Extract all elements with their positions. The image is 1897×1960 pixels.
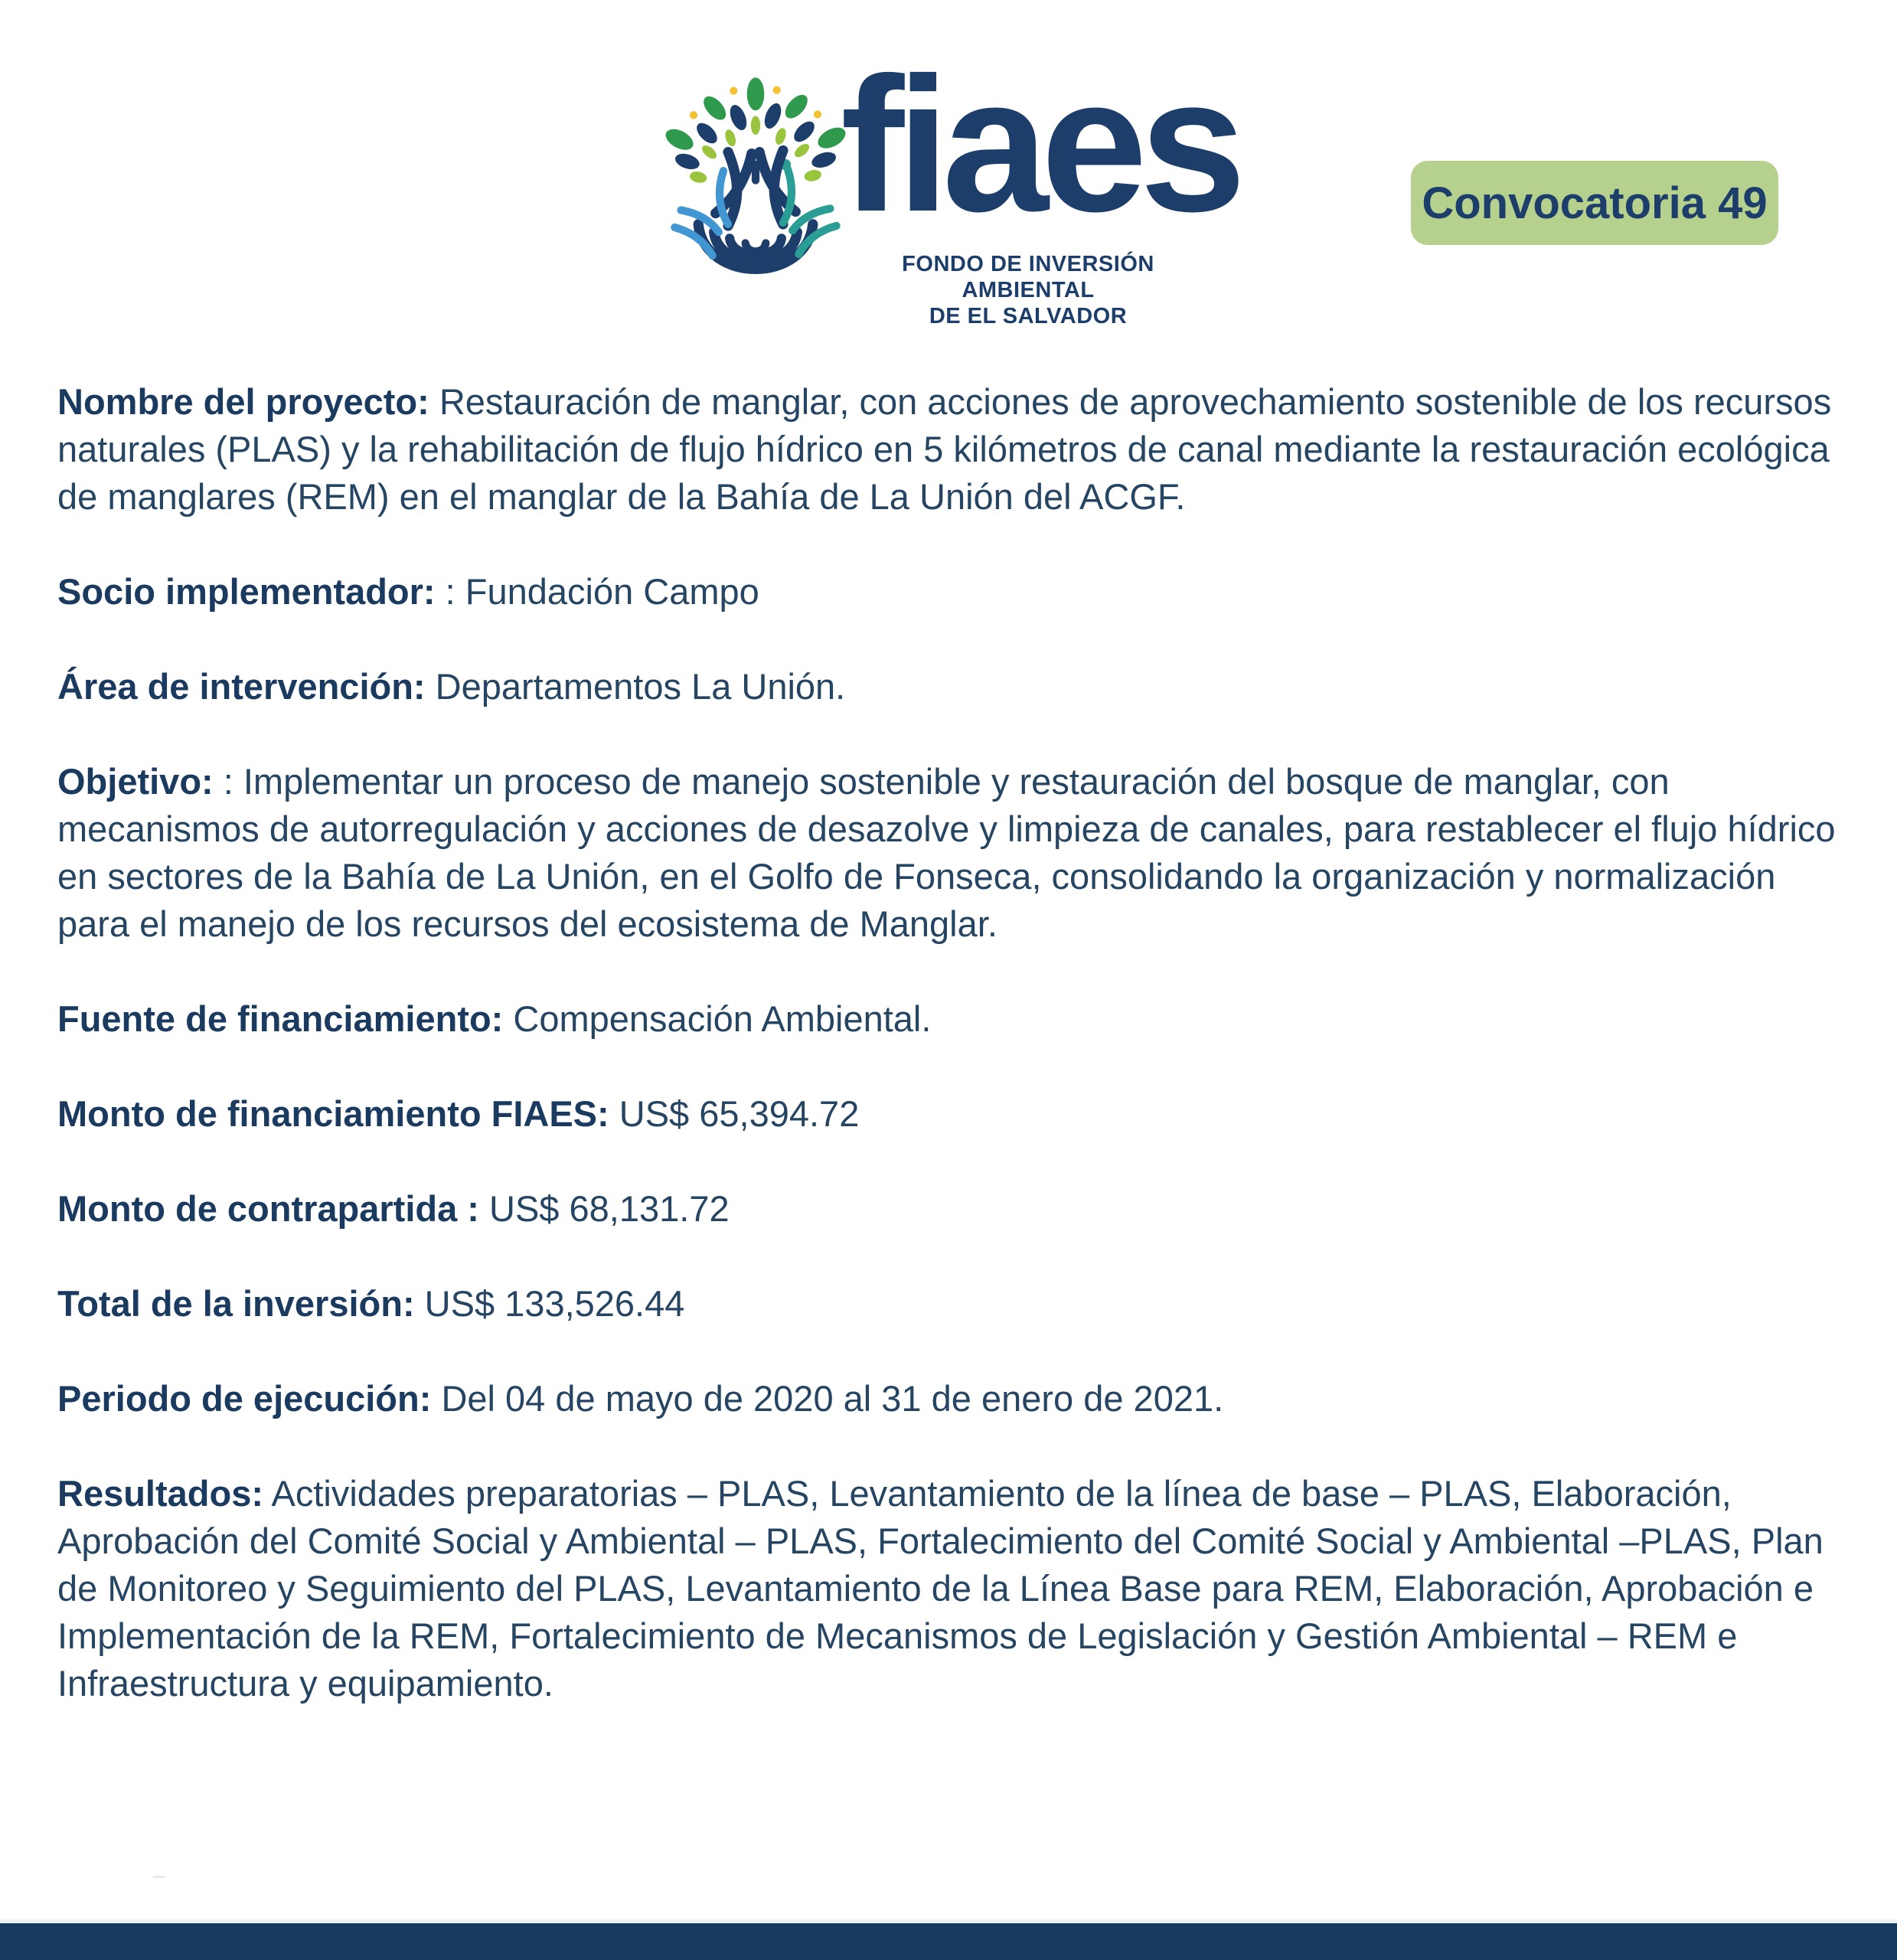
fiaes-subtitle-line1: FONDO DE INVERSIÓN AMBIENTAL bbox=[902, 252, 1154, 302]
field-objetivo bbox=[57, 758, 1843, 948]
field-total-inversion bbox=[57, 1280, 1843, 1328]
field-label: Nombre del proyecto: bbox=[57, 381, 429, 422]
field-label: Periodo de ejecución: bbox=[57, 1378, 432, 1419]
field-label: Resultados: bbox=[57, 1473, 263, 1514]
field-label: Total de la inversión: bbox=[57, 1283, 415, 1324]
field-value: Restauración de manglar, con acciones de aprovechamiento sostenible de los recursos naturales (PLAS) y la rehabilitación de flujo hídrico en 5 kilómetros de canal mediante la restauración ecológica de manglares (REM) en el manglar de la Bahía de La Unión del ACGF. bbox=[57, 381, 1832, 517]
footer-bar bbox=[0, 1923, 1897, 1960]
field-socio-implementador bbox=[57, 568, 1843, 616]
field-monto-contrapartida bbox=[57, 1185, 1843, 1233]
field-value: US$ 65,394.72 bbox=[619, 1093, 860, 1134]
field-value: : Fundación Campo bbox=[445, 571, 759, 612]
field-periodo-ejecucion bbox=[57, 1375, 1843, 1423]
field-label: Área de intervención: bbox=[57, 666, 426, 707]
field-value: Del 04 de mayo de 2020 al 31 de enero de 2021. bbox=[441, 1378, 1224, 1419]
field-resultados bbox=[57, 1470, 1843, 1707]
faint-dash-mark bbox=[153, 1876, 165, 1878]
convocatoria-badge: Convocatoria 49 bbox=[1411, 161, 1778, 245]
field-label: Objetivo: bbox=[57, 761, 214, 802]
field-value: Departamentos La Unión. bbox=[435, 666, 846, 707]
field-value: Compensación Ambiental. bbox=[513, 998, 932, 1039]
fiaes-logo-subtitle bbox=[833, 251, 1223, 329]
field-label: Monto de contrapartida : bbox=[57, 1188, 479, 1229]
field-fuente-de-financiamiento bbox=[57, 995, 1843, 1043]
fiaes-subtitle-line2: DE EL SALVADOR bbox=[929, 304, 1128, 328]
field-nombre-del-proyecto bbox=[57, 378, 1843, 521]
field-monto-financiamiento-fiaes bbox=[57, 1090, 1843, 1138]
field-value: Actividades preparatorias – PLAS, Levantamiento de la línea de base – PLAS, Elaboración, Aprobación del Comité Social y Ambiental – PLAS, Fortalecimiento del Comité Social y Ambiental –PLAS, Plan de Monitoreo y Seguimiento del PLAS, Levantamiento de la Línea Base para REM, Elaboración, Aprobación e Implementación de la REM, Fortalecimiento de Mecanismos de Legislación y Gestión Ambiental – REM e Infraestructura y equipamiento. bbox=[57, 1473, 1824, 1704]
field-label: Fuente de financiamiento: bbox=[57, 998, 504, 1039]
field-value: US$ 133,526.44 bbox=[424, 1283, 685, 1324]
fiaes-tree-icon bbox=[657, 70, 854, 322]
fiaes-wordmark: fiaes bbox=[841, 38, 1239, 251]
field-value: : Implementar un proceso de manejo sostenible y restauración del bosque de manglar, con mecanismos de autorregulación y acciones de desazolve y limpieza de canales, para restablecer el flujo hídrico en sectores de la Bahía de La Unión, en el Golfo de Fonseca, consolidando la organización y normalización para el manejo de los recursos del ecosistema de Manglar. bbox=[57, 761, 1836, 944]
field-value: US$ 68,131.72 bbox=[489, 1188, 730, 1229]
field-label: Socio implementador: bbox=[57, 571, 436, 612]
field-label: Monto de financiamiento FIAES: bbox=[57, 1093, 609, 1134]
field-area-de-intervencion bbox=[57, 663, 1843, 710]
project-details bbox=[57, 378, 1843, 1755]
